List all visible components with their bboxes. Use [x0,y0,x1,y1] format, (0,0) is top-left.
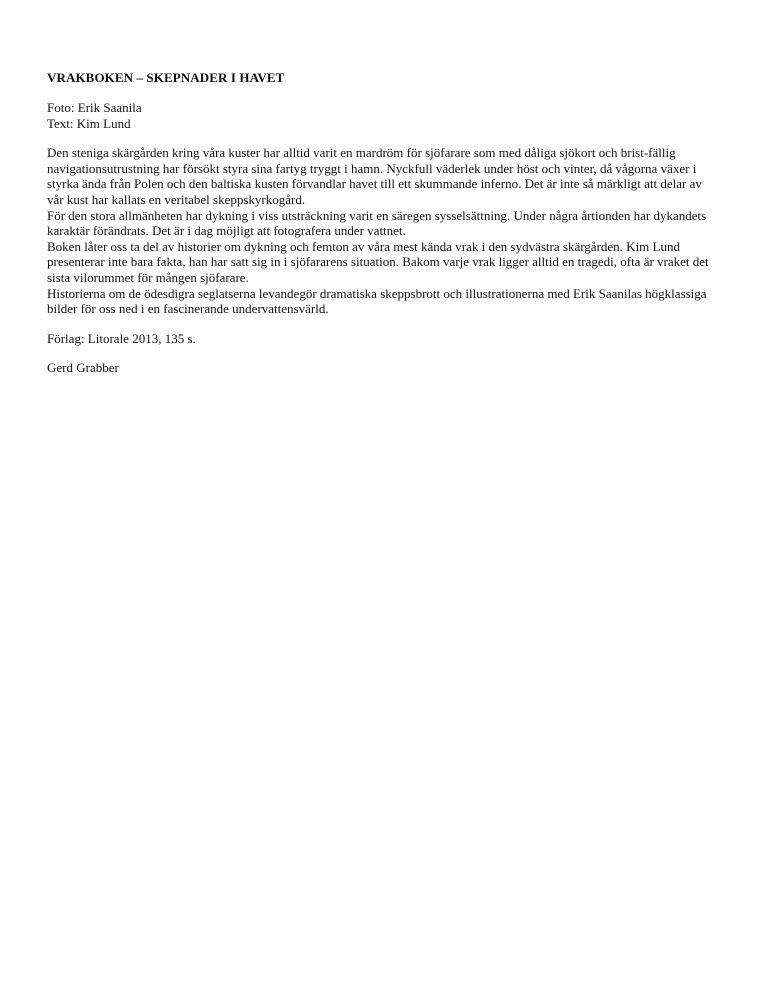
text-credit: Text: Kim Lund [47,115,131,131]
review-body [47,145,719,317]
photo-credit: Foto: Erik Saanila [47,100,142,115]
review-page [47,70,719,376]
review-title: VRAKBOKEN – SKEPNADER I HAVET [47,70,285,85]
paragraph: Boken låter oss ta del av historier om dykning och femton av våra mest kända vrak i den sydvästra skärgården. Kim Lund presenterar inte bara fakta, han har satt sig in i sjöfararens situation. Bakom varje vrak ligger alltid en tragedi, ofta är vraket det sista vilorummet för mången sjöfarare. [47,238,709,285]
publisher-info: Förlag: Litorale 2013, 135 s. [47,330,196,346]
paragraph: För den stora allmänheten har dykning i viss utsträckning varit en säregen sysselsättning. Under några årtionden har dykandets karaktär förändrats. Det är i dag möjligt att fotografera under vattnet. [47,207,707,239]
reviewer-name: Gerd Grabber [47,360,119,376]
credits-block [47,100,719,131]
paragraph: Historierna om de ödesdigra seglatserna levandegör dramatiska skeppsbrott och illustrationerna med Erik Saanilas högklassiga bilder för oss ned i en fascinerande undervattensvärld. [47,285,707,317]
paragraph: Den steniga skärgården kring våra kuster har alltid varit en mardröm för sjöfarare som med dåliga sjökort och brist-fällig navigationsutrustning har försökt styra sina fartyg tryggt i hamn. Nyckfull väderlek under höst och vinter, då vågorna växer i styrka ända från Polen och den baltiska kusten förvandlar havet till ett skummande inferno. Det är inte så märkligt att delar av vår kust har kallats en veritabel skeppskyrkogård. [47,145,702,207]
